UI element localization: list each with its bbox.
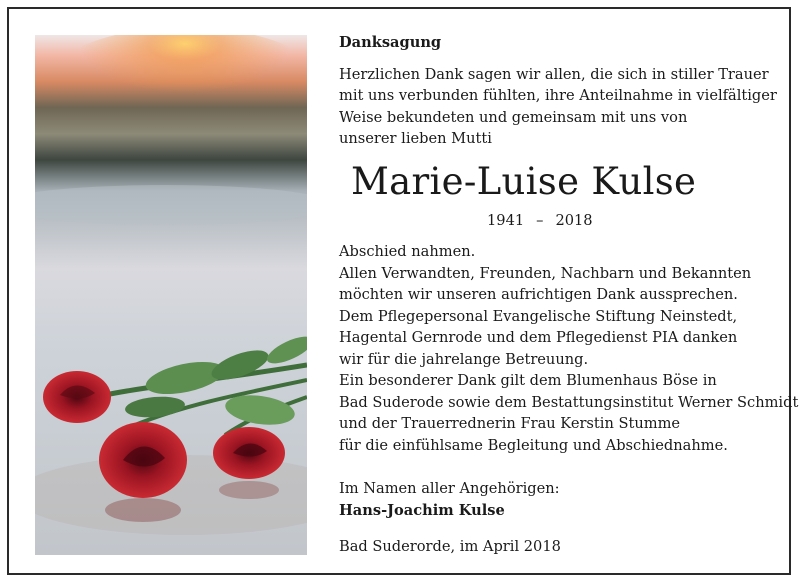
deceased-name: Marie-Luise Kulse: [351, 159, 697, 203]
body-line: Bad Suderode sowie dem Bestattungsinstitut Werner Schmidt: [339, 393, 799, 411]
body-line: Ein besonderer Dank gilt dem Blumenhaus Böse in: [339, 372, 717, 389]
closing-line: Im Namen aller Angehörigen:: [339, 480, 560, 497]
body-paragraph: [339, 241, 799, 456]
body-line: Allen Verwandten, Freunden, Nachbarn und Bekannten: [339, 264, 752, 282]
signer-name: Hans-Joachim Kulse: [339, 501, 505, 519]
body-line: und der Trauerrednerin Frau Kerstin Stumme: [339, 415, 681, 432]
intro-line: unserer lieben Mutti: [339, 130, 492, 147]
text-column: [339, 32, 799, 521]
intro-line: mit uns verbunden fühlten, ihre Anteilnahme in vielfältiger: [339, 87, 777, 104]
date-dash: –: [536, 211, 544, 229]
intro-line: Herzlichen Dank sagen wir allen, die sich in stiller Trauer: [339, 65, 769, 83]
intro-line: Weise bekundeten und gemeinsam mit uns von: [339, 108, 688, 126]
death-year: 2018: [555, 211, 593, 229]
life-dates: [339, 210, 779, 232]
roses-photo: [35, 35, 307, 555]
closing-block: [339, 478, 779, 521]
body-line: Abschied nahmen.: [339, 243, 476, 260]
body-line: möchten wir unseren aufrichtigen Dank aussprechen.: [339, 286, 738, 303]
body-line: wir für die jahrelange Betreuung.: [339, 350, 589, 368]
birth-year: 1941: [487, 211, 525, 229]
body-line: für die einfühlsame Begleitung und Abschiednahme.: [339, 436, 728, 454]
body-line: Hagental Gernrode und dem Pflegedienst PIA danken: [339, 329, 738, 346]
body-line: Dem Pflegepersonal Evangelische Stiftung Neinstedt,: [339, 307, 738, 325]
intro-paragraph: [339, 64, 779, 150]
place-date: Bad Suderorde, im April 2018: [339, 538, 561, 555]
heading: Danksagung: [339, 34, 442, 51]
